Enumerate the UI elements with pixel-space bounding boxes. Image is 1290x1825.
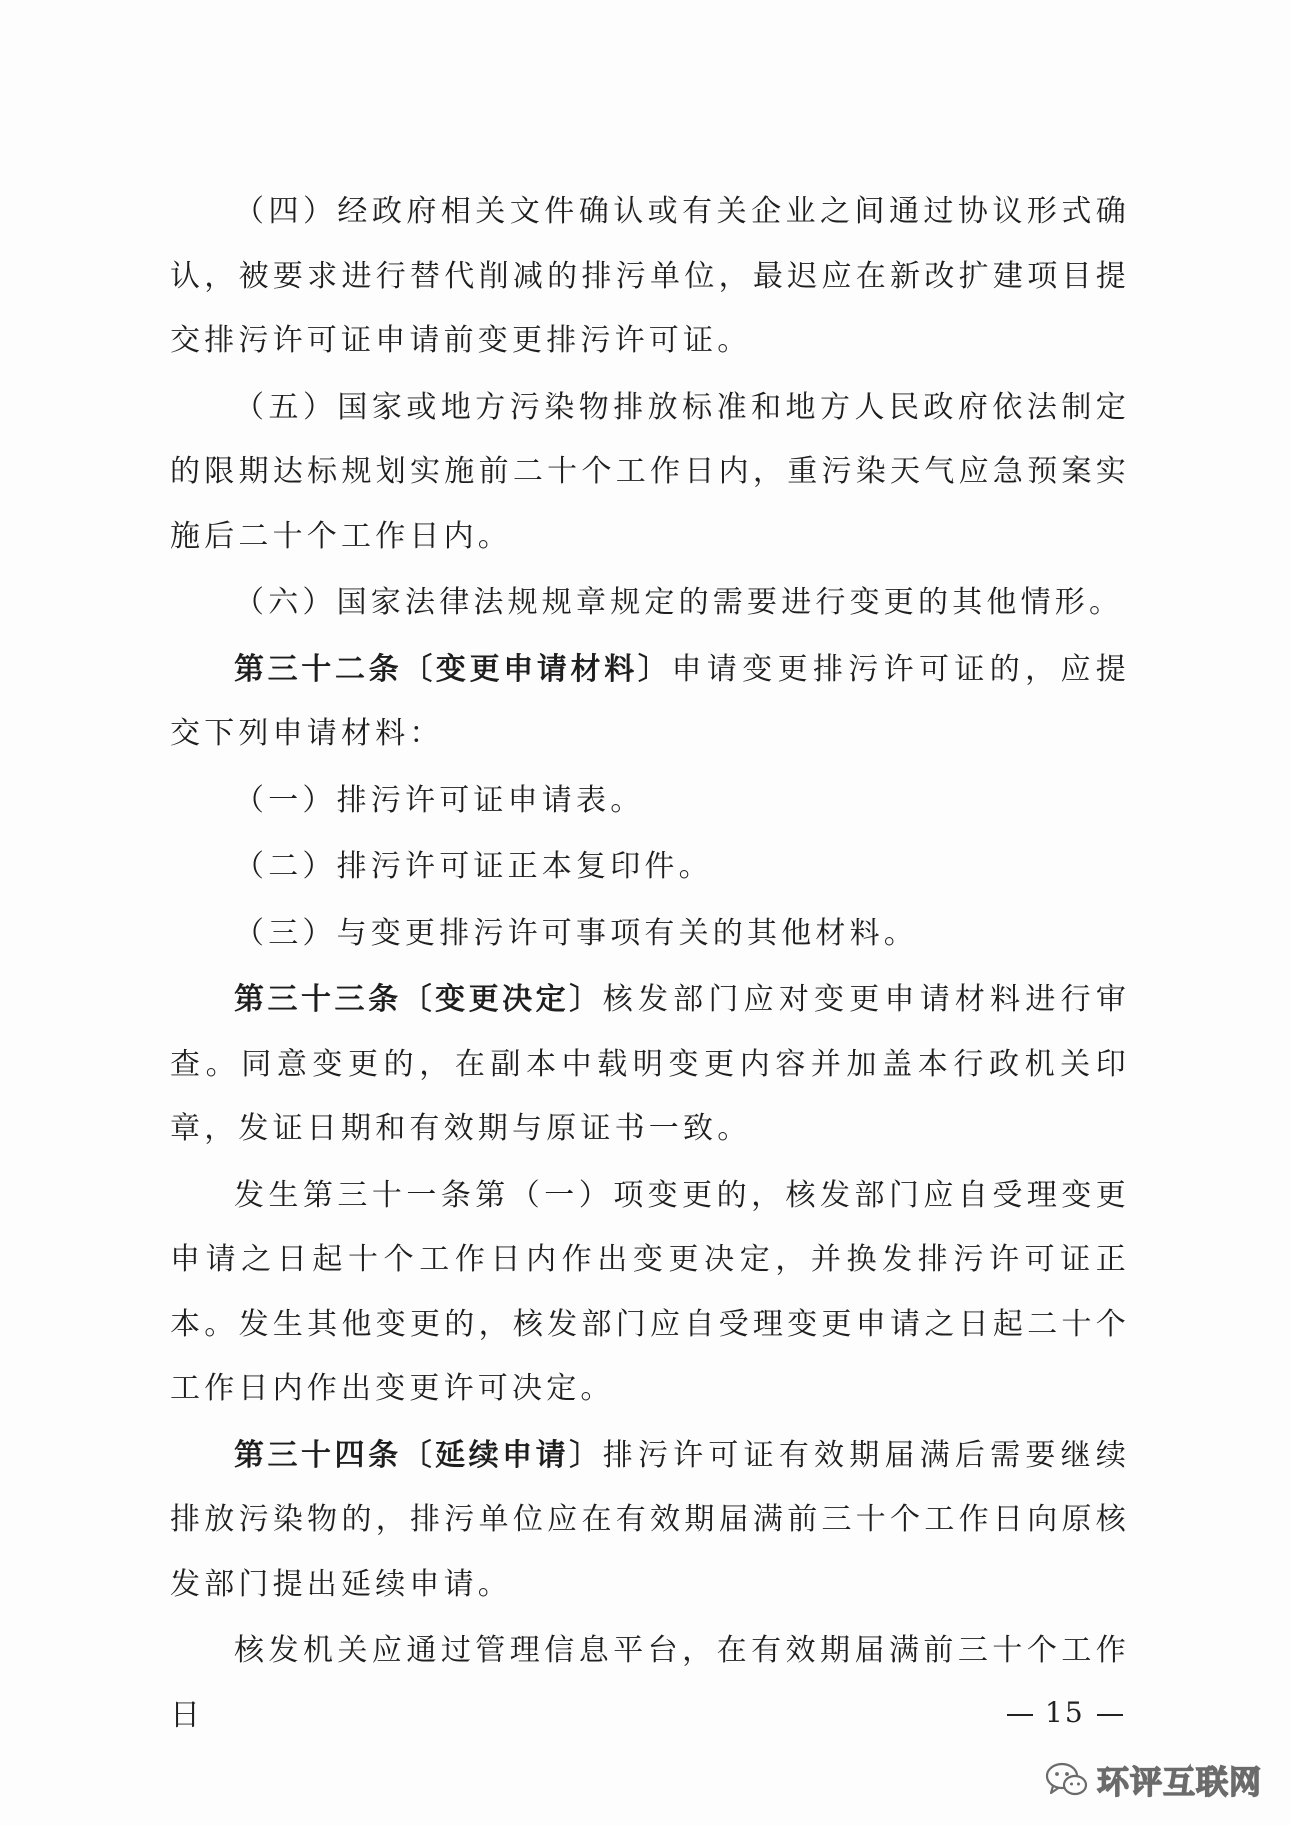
paragraph-item-5: [170, 376, 1130, 570]
article-text: 申请变更排污许可证的，应提交下列申请材料：: [170, 651, 1130, 751]
list-item-text: （一）排污许可证申请表。: [234, 782, 645, 818]
page-number-value: 15: [1045, 1696, 1085, 1729]
article-34: [170, 1424, 1130, 1618]
article-33: [170, 968, 1130, 1162]
list-item-3: [170, 902, 1130, 967]
list-item-2: [170, 835, 1130, 900]
watermark: [1045, 1756, 1262, 1804]
paragraph-item-6: [170, 571, 1130, 636]
article-heading: 第三十四条〔延续申请〕: [234, 1437, 603, 1473]
article-text: 核发部门应对变更申请材料进行审查。同意变更的，在副本中载明变更内容并加盖本行政机关印章，发证日期和有效期与原证书一致。: [170, 982, 1131, 1146]
page-number-dash-left: [1007, 1714, 1033, 1716]
paragraph-item-4: [170, 180, 1130, 374]
paragraph-renewal: [170, 1619, 1130, 1748]
watermark-text: 环评互联网: [1097, 1763, 1263, 1801]
paragraph-text: （五）国家或地方污染物排放标准和地方人民政府依法制定的限期达标规划实施前二十个工作日内，重污染天气应急预案实施后二十个工作日内。: [170, 389, 1130, 554]
list-item-text: （三）与变更排污许可事项有关的其他材料。: [234, 915, 918, 951]
article-text: 排污许可证有效期届满后需要继续排放污染物的，排污单位应在有效期届满前三十个工作日向原核发部门提出延续申请。: [170, 1437, 1131, 1602]
document-body: [170, 180, 1130, 1748]
paragraph-text: 核发机关应通过管理信息平台，在有效期届满前三十个工作日: [170, 1633, 1130, 1733]
article-heading: 第三十二条〔变更申请材料〕: [234, 651, 672, 687]
paragraph-text: （六）国家法律法规规章规定的需要进行变更的其他情形。: [234, 585, 1124, 620]
page-number-dash-right: [1097, 1714, 1123, 1716]
paragraph-text: （四）经政府相关文件确认或有关企业之间通过协议形式确认，被要求进行替代削减的排污单位，最迟应在新改扩建项目提交排污许可证申请前变更排污许可证。: [170, 194, 1130, 358]
paragraph-text: 发生第三十一条第（一）项变更的，核发部门应自受理变更申请之日起十个工作日内作出变更决定，并换发排污许可证正本。发生其他变更的，核发部门应自受理变更申请之日起二十个工作日内作出变更许可决定。: [170, 1177, 1130, 1406]
article-32: [170, 638, 1130, 767]
article-heading: 第三十三条〔变更决定〕: [234, 982, 603, 1017]
page-number: [995, 1696, 1135, 1729]
wechat-icon: [1045, 1760, 1089, 1800]
paragraph-change-decision: [170, 1164, 1130, 1422]
list-item-text: （二）排污许可证正本复印件。: [234, 849, 713, 884]
list-item-1: [170, 769, 1130, 834]
